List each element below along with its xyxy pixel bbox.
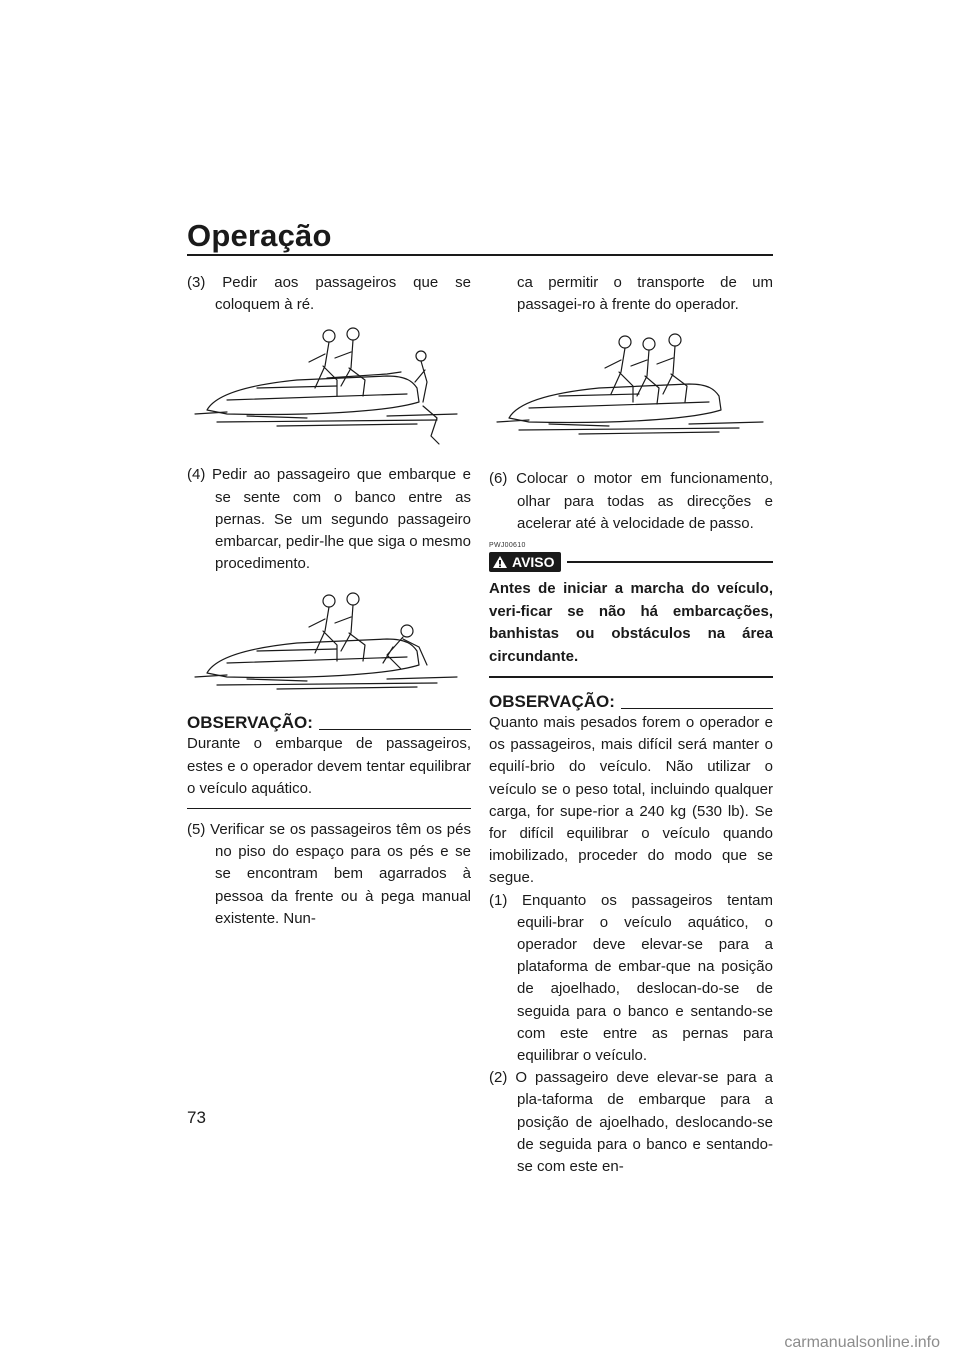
note-heading-left [187,713,471,733]
warning-end-rule [489,676,773,678]
note-end-rule [187,808,471,809]
title-rule [187,254,773,256]
illustration-passengers-at-rear [187,326,471,454]
note-title-left: OBSERVAÇÃO: [187,713,313,733]
watermark: carmanualsonline.info [784,1334,940,1351]
warning-badge [489,552,561,572]
warning-triangle-icon [492,555,508,569]
right-column [489,272,773,1178]
step-3-text: (3) Pedir aos passageiros que se coloquem à ré. [187,274,471,314]
illustration-passenger-boarding [187,585,471,703]
illustration-three-riders-seated [489,326,773,454]
step-4-text: (4) Pedir ao passageiro que embarque e se sente com o banco entre as pernas. Se um segundo passageiro embarcar, pedir-lhe que siga o mesmo procedimento. [187,466,471,573]
page-number: 73 [187,1108,206,1127]
warning-heading [489,552,773,572]
note-text-right: Quanto mais pesados forem o operador e os passageiros, mais difícil será manter o equilí-brio do veículo. Não utilizar o veículo se o peso total, incluindo qualquer carga, for supe-rior a 240 kg (530 lb). Se for difícil equilibrar o veículo quando imobilizado, proceder do modo que se segue. [489,714,773,887]
step-5-text: (5) Verificar se os passageiros têm os pés no piso do espaço para os pés e se se encontram bem agarrados à pessoa da frente ou à pega manual existente. Nun- [187,821,471,927]
note-heading-rule [319,729,471,730]
substep-1-text: (1) Enquanto os passageiros tentam equili-brar o veículo aquático, o operador deve elevar-se para a plataforma de embar-que na posição de ajoelhado, deslocan-do-se de seguida para o banco e sentando-se com este entre as pernas para equilibrar o veículo. [489,891,773,1065]
step-5-continued: ca permitir o transporte de um passagei-ro à frente do operador. [517,274,773,314]
note-text-left: Durante o embarque de passageiros, estes e o operador devem tentar equilibrar o veículo aquático. [187,735,471,797]
warning-label: AVISO [512,553,555,570]
warning-heading-rule [567,561,773,563]
step-6-text: (6) Colocar o motor em funcionamento, olhar para todas as direcções e acelerar até à velocidade de passo. [489,470,773,532]
note-heading-rule [621,708,773,709]
left-column [187,272,471,930]
warning-text: Antes de iniciar a marcha do veículo, veri-ficar se não há embarcações, banhistas ou obstáculos na área circundante. [489,580,773,665]
substep-2-text: (2) O passageiro deve elevar-se para a pla-taforma de embarque para a posição de ajoelhado, deslocando-se de seguida para o banco e sentando-se com este en- [489,1069,773,1176]
note-heading-right [489,692,773,712]
page-title: Operação [187,218,332,253]
warning-code: PWJ00610 [489,542,526,550]
note-title-right: OBSERVAÇÃO: [489,692,615,712]
